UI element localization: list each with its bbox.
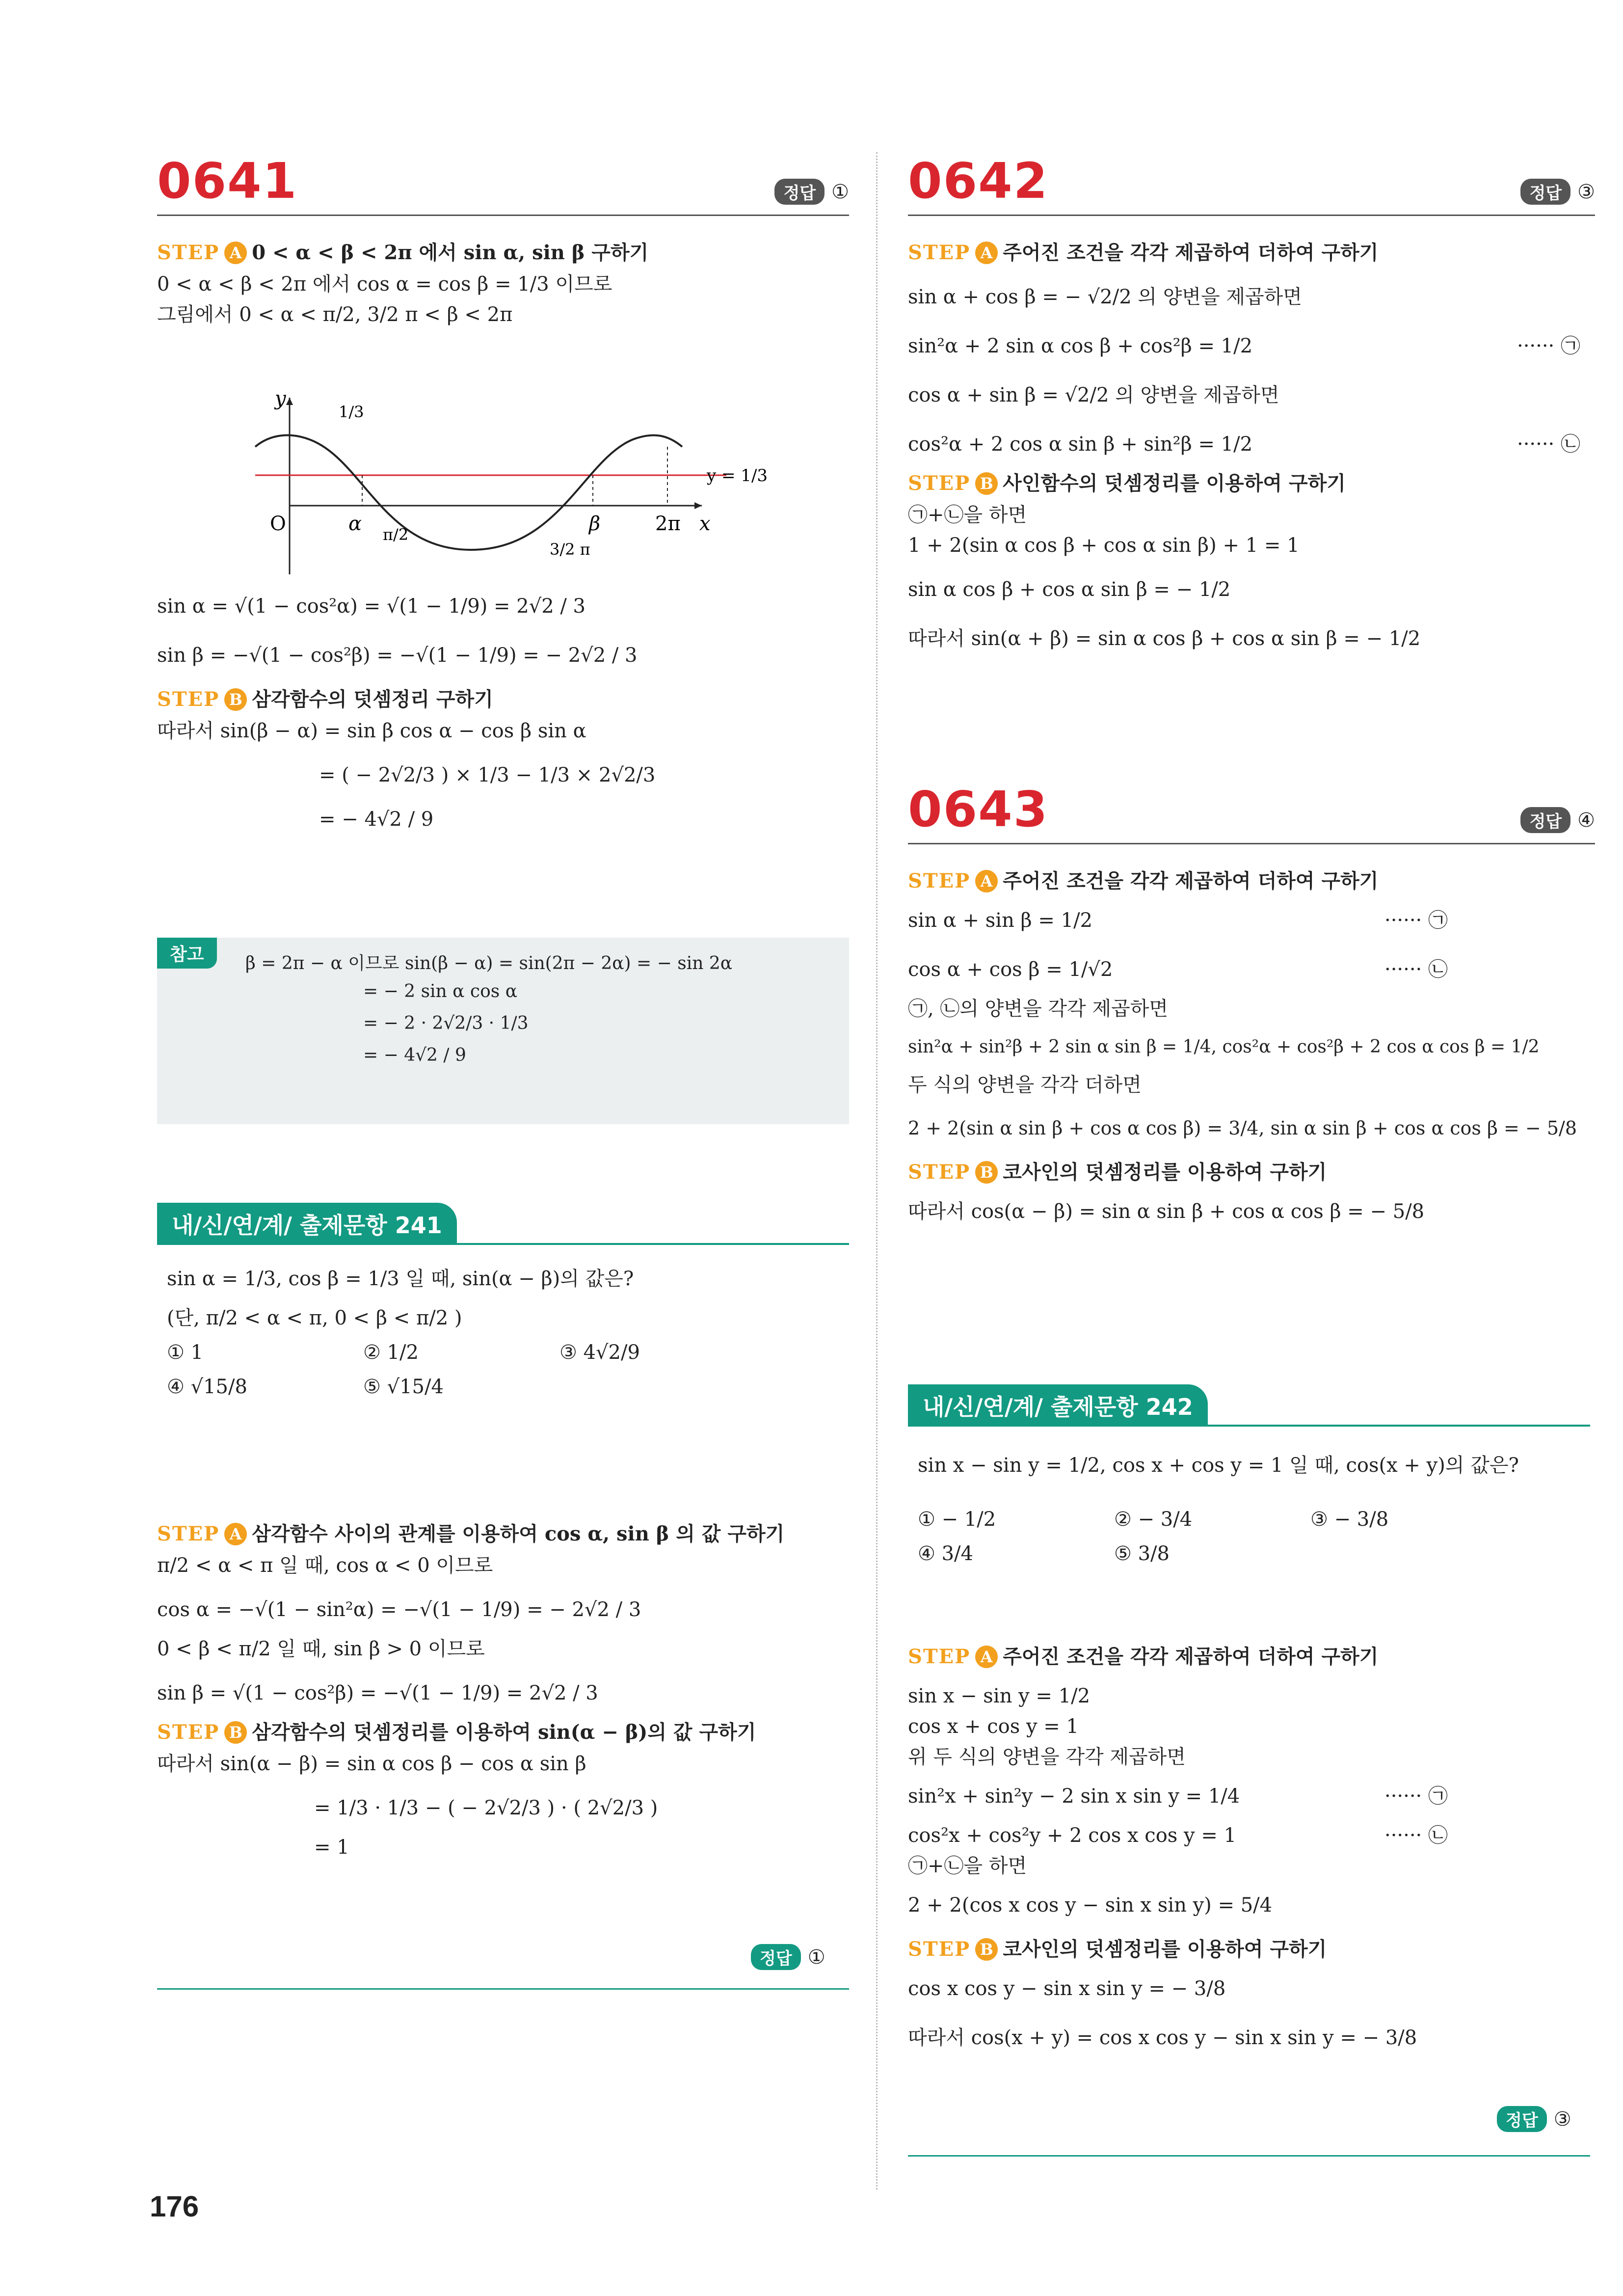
solution-0642 bbox=[908, 241, 1595, 657]
solution-242 bbox=[908, 1645, 1595, 2056]
graph-label-y: y bbox=[275, 388, 286, 410]
step-letter: B bbox=[975, 1161, 998, 1184]
solution-line: 0 < α < β < 2π 에서 cos α = cos β = 1/3 이므로 bbox=[157, 273, 612, 296]
problem-number: 0641 bbox=[157, 152, 298, 210]
graph-label-2pi: 2π bbox=[655, 513, 681, 535]
option-4[interactable]: ④ √15/8 bbox=[167, 1376, 247, 1398]
step-word: STEP bbox=[908, 472, 971, 495]
step-letter: A bbox=[975, 870, 998, 892]
step-a-heading bbox=[908, 1645, 1595, 1669]
step-title: 삼각함수의 덧셈정리를 이용하여 sin(α − β)의 값 구하기 bbox=[252, 1721, 756, 1744]
question-condition: (단, π/2 < α < π, 0 < β < π/2 ) bbox=[167, 1307, 462, 1329]
solution-line: 위 두 식의 양변을 각각 제곱하면 bbox=[908, 1746, 1186, 1768]
step-title: 0 < α < β < 2π 에서 sin α, sin β 구하기 bbox=[252, 241, 649, 264]
option-5[interactable]: ⑤ 3/8 bbox=[1114, 1542, 1170, 1565]
question-text: sin α = 1/3, cos β = 1/3 일 때, sin(α − β)의 값은? bbox=[167, 1268, 634, 1290]
graph-label-alpha: α bbox=[348, 513, 362, 535]
graph-label-one-third: 1/3 bbox=[339, 403, 364, 421]
solution-0643 bbox=[908, 869, 1595, 1230]
step-title: 사인함수의 덧셈정리를 이용하여 구하기 bbox=[1003, 472, 1346, 495]
solution-line: 따라서 sin(β − α) = sin β cos α − cos β sin α bbox=[157, 720, 586, 742]
solution-line: cos α + sin β = √2/2 의 양변을 제곱하면 bbox=[908, 384, 1279, 406]
solution-line: 0 < β < π/2 일 때, sin β > 0 이므로 bbox=[157, 1638, 485, 1660]
step-b-heading bbox=[157, 1720, 854, 1745]
solution-0641-bottom bbox=[157, 594, 854, 837]
graph-label-o: O bbox=[270, 513, 286, 535]
linked-problem-label: 내/신/연/계/ 출제문항 241 bbox=[157, 1203, 457, 1245]
step-title: 삼각함수 사이의 관계를 이용하여 cos α, sin β 의 값 구하기 bbox=[252, 1522, 785, 1545]
step-title: 주어진 조건을 각각 제곱하여 더하여 구하기 bbox=[1003, 869, 1379, 892]
step-letter: A bbox=[975, 1646, 998, 1668]
solution-line: 두 식의 양변을 각각 더하면 bbox=[908, 1074, 1142, 1096]
graph-label-x: x bbox=[699, 513, 711, 535]
linked-problem-label: 내/신/연/계/ 출제문항 242 bbox=[908, 1384, 1208, 1427]
solution-line: 따라서 sin(α + β) = sin α cos β + cos α sin β = − 1/2 bbox=[908, 627, 1421, 650]
page-number: 176 bbox=[150, 2190, 199, 2223]
solution-line: 1 + 2(sin α cos β + cos α sin β) + 1 = 1 bbox=[908, 534, 1300, 557]
answer-badge: 정답 bbox=[1497, 2106, 1547, 2132]
solution-line-marked bbox=[908, 1823, 1595, 1848]
solution-line: sin x − sin y = 1/2 bbox=[908, 1685, 1091, 1707]
linked-problem-241-bar bbox=[157, 1198, 849, 1245]
column-divider bbox=[876, 152, 878, 2189]
step-word: STEP bbox=[908, 1160, 971, 1184]
step-b-heading bbox=[908, 1160, 1595, 1185]
solution-line: 2 + 2(cos x cos y − sin x sin y) = 5/4 bbox=[908, 1894, 1273, 1917]
solution-line: cos α = −√(1 − sin²α) = −√(1 − 1/9) = − 2√2 / 3 bbox=[157, 1598, 641, 1621]
step-title: 주어진 조건을 각각 제곱하여 더하여 구하기 bbox=[1003, 241, 1379, 264]
equation: sin²α + 2 sin α cos β + cos²β = 1/2 bbox=[908, 335, 1253, 357]
reference-note bbox=[157, 938, 849, 1124]
step-b-heading bbox=[908, 471, 1595, 496]
graph-label-pi32: 3/2 π bbox=[550, 540, 590, 559]
problem-header-0641 bbox=[157, 152, 849, 216]
step-a-heading bbox=[157, 241, 854, 265]
step-title: 코사인의 덧셈정리를 이용하여 구하기 bbox=[1003, 1938, 1327, 1961]
step-word: STEP bbox=[908, 241, 971, 264]
equation: sin²x + sin²y − 2 sin x sin y = 1/4 bbox=[908, 1785, 1240, 1808]
solution-line: ㉠+㉡을 하면 bbox=[908, 1855, 1027, 1877]
step-word: STEP bbox=[908, 1938, 971, 1961]
problem-header-0642 bbox=[908, 152, 1595, 216]
step-word: STEP bbox=[908, 869, 971, 892]
step-a-heading bbox=[157, 1522, 854, 1546]
solution-line: 따라서 sin(α − β) = sin α cos β − cos α sin β bbox=[157, 1753, 586, 1775]
answer-indicator bbox=[1520, 179, 1595, 205]
step-word: STEP bbox=[157, 1522, 220, 1545]
step-letter: B bbox=[975, 472, 998, 495]
option-4[interactable]: ④ 3/4 bbox=[918, 1542, 973, 1565]
solution-line: cos x cos y − sin x sin y = − 3/8 bbox=[908, 1977, 1226, 2000]
option-2[interactable]: ② 1/2 bbox=[363, 1341, 419, 1364]
linked-problem-241 bbox=[167, 1267, 854, 1399]
equation: cos²x + cos²y + 2 cos x cos y = 1 bbox=[908, 1824, 1237, 1847]
step-letter: A bbox=[975, 242, 998, 264]
note-line: β = 2π − α 이므로 sin(β − α) = sin(2π − 2α) = − sin 2α bbox=[245, 953, 733, 973]
solution-line: = 1/3 · 1/3 − ( − 2√2/3 ) · ( 2√2/3 ) bbox=[314, 1797, 658, 1819]
step-word: STEP bbox=[157, 1721, 220, 1744]
graph-label-yline: y = 1/3 bbox=[707, 466, 768, 486]
note-line: = − 2 sin α cos α bbox=[363, 981, 517, 1001]
answer-value: ① bbox=[831, 180, 849, 203]
solution-line: = − 4√2 / 9 bbox=[319, 808, 434, 831]
section-divider bbox=[157, 1988, 849, 1990]
answer-badge: 정답 bbox=[1520, 807, 1570, 833]
step-word: STEP bbox=[908, 1645, 971, 1668]
problem-number: 0642 bbox=[908, 152, 1049, 210]
equation: cos²α + 2 cos α sin β + sin²β = 1/2 bbox=[908, 433, 1253, 456]
solution-line: cos x + cos y = 1 bbox=[908, 1715, 1079, 1738]
question-text: sin x − sin y = 1/2, cos x + cos y = 1 일 때, cos(x + y)의 값은? bbox=[918, 1454, 1519, 1477]
step-letter: B bbox=[975, 1938, 998, 1961]
solution-line: ㉠, ㉡의 양변을 각각 제곱하면 bbox=[908, 998, 1168, 1020]
step-a-heading bbox=[908, 241, 1595, 265]
solution-line: 따라서 cos(α − β) = sin α sin β + cos α cos β = − 5/8 bbox=[908, 1200, 1425, 1223]
step-b-heading bbox=[157, 687, 854, 712]
answer-badge: 정답 bbox=[1520, 179, 1570, 205]
solution-0641-top bbox=[157, 241, 854, 333]
answer-value: ③ bbox=[1577, 180, 1595, 203]
section-divider bbox=[908, 2155, 1590, 2157]
answer-value: ④ bbox=[1577, 809, 1595, 832]
option-2[interactable]: ② − 3/4 bbox=[1114, 1508, 1193, 1531]
answer-indicator-241 bbox=[751, 1944, 825, 1970]
option-1[interactable]: ① − 1/2 bbox=[918, 1508, 996, 1531]
step-word: STEP bbox=[157, 688, 220, 711]
answer-value: ① bbox=[807, 1945, 825, 1969]
equation-marker: ······ ㉡ bbox=[1384, 1824, 1448, 1847]
solution-line: = ( − 2√2/3 ) × 1/3 − 1/3 × 2√2/3 bbox=[319, 764, 656, 786]
step-letter: B bbox=[224, 1721, 247, 1744]
solution-line-marked bbox=[908, 908, 1595, 933]
note-line: = − 4√2 / 9 bbox=[363, 1045, 466, 1065]
answer-indicator-242 bbox=[1497, 2106, 1571, 2132]
equation-marker: ······ ㉡ bbox=[1384, 958, 1448, 981]
equation-marker: ······ ㉡ bbox=[1517, 433, 1580, 456]
linked-problem-242 bbox=[918, 1453, 1595, 1566]
solution-line: = 1 bbox=[314, 1836, 349, 1859]
solution-line: 따라서 cos(x + y) = cos x cos y − sin x sin y = − 3/8 bbox=[908, 2026, 1417, 2049]
problem-header-0643 bbox=[908, 781, 1595, 844]
solution-line: sin α cos β + cos α sin β = − 1/2 bbox=[908, 578, 1231, 601]
option-1[interactable]: ① 1 bbox=[167, 1341, 204, 1364]
solution-line: π/2 < α < π 일 때, cos α < 0 이므로 bbox=[157, 1554, 493, 1577]
problem-number: 0643 bbox=[908, 781, 1049, 838]
solution-line: 2 + 2(sin α sin β + cos α cos β) = 3/4, sin α sin β + cos α cos β = − 5/8 bbox=[908, 1117, 1577, 1139]
answer-badge: 정답 bbox=[774, 179, 825, 205]
step-title: 코사인의 덧셈정리를 이용하여 구하기 bbox=[1003, 1160, 1327, 1184]
option-3[interactable]: ③ 4√2/9 bbox=[559, 1341, 640, 1364]
solution-line: sin α = √(1 − cos²α) = √(1 − 1/9) = 2√2 / 3 bbox=[157, 595, 586, 618]
answer-badge: 정답 bbox=[751, 1944, 801, 1970]
equation-marker: ······ ㉠ bbox=[1517, 335, 1580, 357]
step-letter: A bbox=[224, 242, 247, 264]
solution-line: ㉠+㉡을 하면 bbox=[908, 504, 1027, 526]
note-line: = − 2 · 2√2/3 · 1/3 bbox=[363, 1013, 529, 1033]
step-a-heading bbox=[908, 869, 1595, 893]
option-5[interactable]: ⑤ √15/4 bbox=[363, 1376, 444, 1398]
step-title: 삼각함수의 덧셈정리 구하기 bbox=[252, 688, 493, 711]
graph-label-pi2: π/2 bbox=[383, 525, 409, 544]
solution-line-marked bbox=[908, 957, 1595, 982]
answer-options bbox=[167, 1340, 854, 1399]
note-tag: 참고 bbox=[157, 938, 217, 969]
solution-line: sin²α + sin²β + 2 sin α sin β = 1/4, cos²α + cos²β + 2 cos α cos β = 1/2 bbox=[908, 1037, 1540, 1057]
solution-line: sin β = −√(1 − cos²β) = −√(1 − 1/9) = − 2√2 / 3 bbox=[157, 644, 638, 667]
step-word: STEP bbox=[157, 241, 220, 264]
equation: cos α + cos β = 1/√2 bbox=[908, 958, 1113, 981]
step-b-heading bbox=[908, 1937, 1595, 1962]
answer-value: ③ bbox=[1553, 2107, 1571, 2131]
solution-line: sin α + cos β = − √2/2 의 양변을 제곱하면 bbox=[908, 286, 1302, 308]
graph-label-beta: β bbox=[589, 513, 601, 535]
equation-marker: ······ ㉠ bbox=[1384, 909, 1448, 932]
equation-marker: ······ ㉠ bbox=[1384, 1785, 1448, 1808]
solution-line: sin β = √(1 − cos²β) = −√(1 − 1/9) = 2√2 / 3 bbox=[157, 1682, 598, 1704]
step-letter: A bbox=[224, 1523, 247, 1545]
answer-indicator bbox=[774, 179, 849, 205]
cosine-graph bbox=[236, 388, 775, 574]
linked-problem-242-bar bbox=[908, 1379, 1590, 1427]
solution-line-marked bbox=[908, 432, 1595, 457]
step-title: 주어진 조건을 각각 제곱하여 더하여 구하기 bbox=[1003, 1645, 1379, 1668]
equation: sin α + sin β = 1/2 bbox=[908, 909, 1092, 932]
step-letter: B bbox=[224, 688, 247, 711]
solution-line-marked bbox=[908, 334, 1595, 358]
solution-241 bbox=[157, 1522, 854, 1865]
option-3[interactable]: ③ − 3/8 bbox=[1310, 1508, 1389, 1531]
solution-line: 그림에서 0 < α < π/2, 3/2 π < β < 2π bbox=[157, 303, 513, 326]
solution-line-marked bbox=[908, 1784, 1595, 1809]
answer-options bbox=[918, 1507, 1595, 1566]
answer-indicator bbox=[1520, 807, 1595, 833]
